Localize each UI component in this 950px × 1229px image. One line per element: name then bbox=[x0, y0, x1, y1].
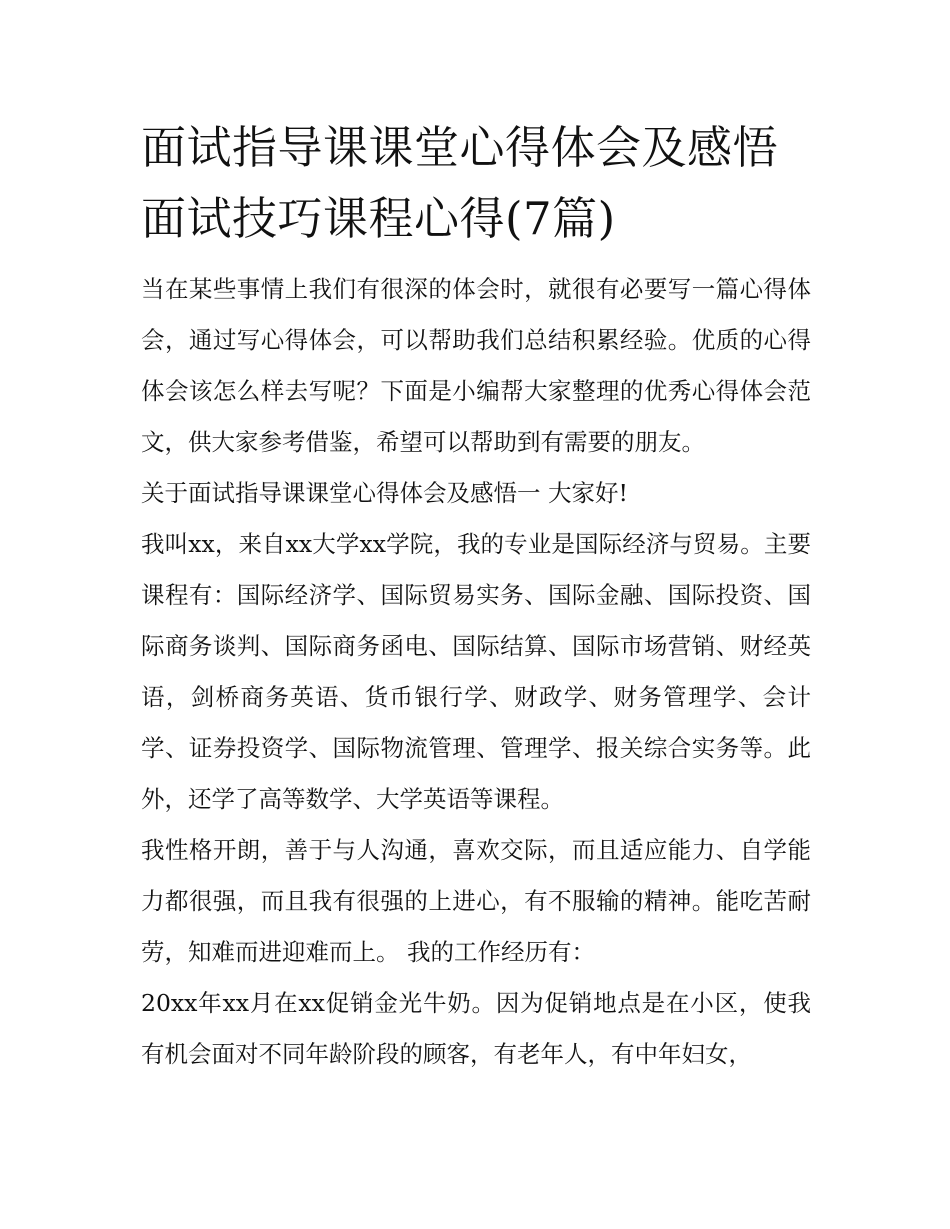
document-content bbox=[141, 112, 811, 1080]
personality-paragraph: 我性格开朗，善于与人沟通，喜欢交际，而且适应能力、自学能力都很强，而且我有很强的上进心，有不服输的精神。能吃苦耐劳，知难而进迎难而上。 我的工作经历有： bbox=[141, 836, 811, 966]
intro-paragraph: 当在某些事情上我们有很深的体会时，就很有必要写一篇心得体会，通过写心得体会，可以帮助我们总结积累经验。优质的心得体会该怎么样去写呢？下面是小编帮大家整理的优秀心得体会范文，供大家参考借鉴，希望可以帮助到有需要的朋友。 bbox=[141, 275, 811, 456]
section-heading-paragraph: 关于面试指导课课堂心得体会及感悟一 大家好! bbox=[141, 479, 628, 507]
document-title: 面试指导课课堂心得体会及感悟 面试技巧课程心得(7篇) bbox=[141, 121, 779, 245]
self-introduction-paragraph: 我叫xx，来自xx大学xx学院，我的专业是国际经济与贸易。主要课程有：国际经济学、国际贸易实务、国际金融、国际投资、国际商务谈判、国际商务函电、国际结算、国际市场营销、财经英语，剑桥商务英语、货币银行学、财政学、财务管理学、会计学、证券投资学、国际物流管理、管理学、报关综合实务等。此外，还学了高等数学、大学英语等课程。 bbox=[141, 530, 811, 813]
work-experience-paragraph: 20xx年xx月在xx促销金光牛奶。因为促销地点是在小区，使我有机会面对不同年龄阶段的顾客，有老年人，有中年妇女， bbox=[141, 989, 811, 1068]
document-body bbox=[141, 264, 811, 1080]
